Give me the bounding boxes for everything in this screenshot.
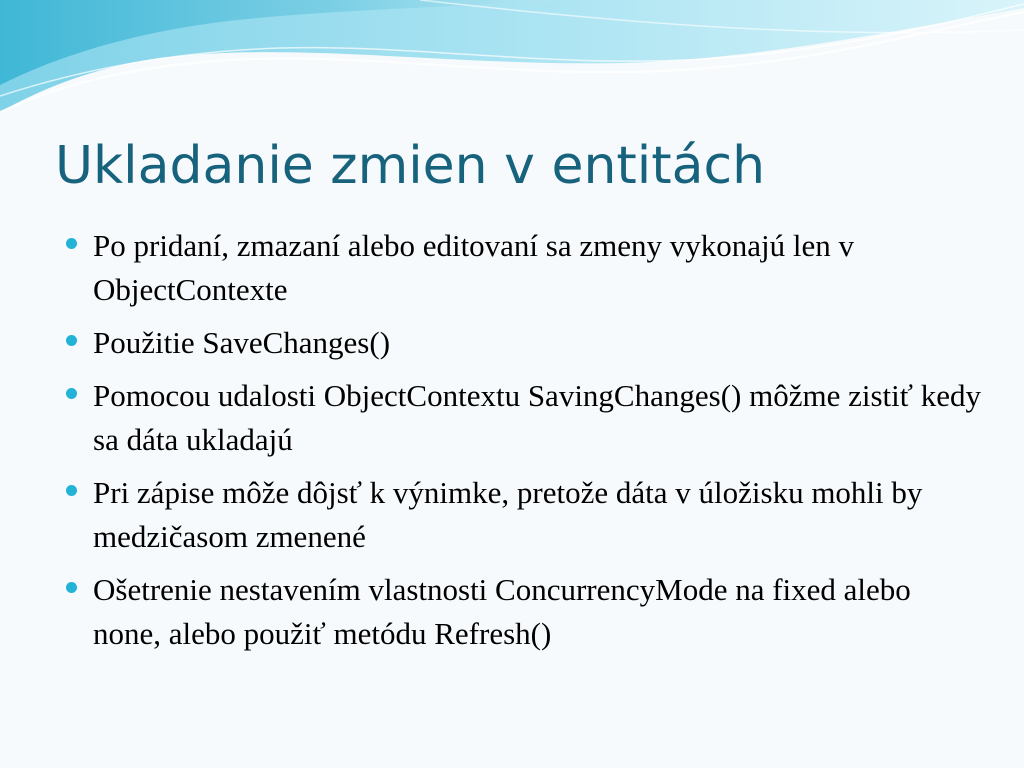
bullet-item xyxy=(62,568,982,656)
bullet-text: Pri zápise môže dôjsť k výnimke, pretože dáta v úložisku mohli by medzičasom zmenené xyxy=(93,475,923,554)
bullet-item xyxy=(62,224,982,312)
bullet-item xyxy=(62,321,982,365)
bullet-text: Po pridaní, zmazaní alebo editovaní sa zmeny vykonajú len v ObjectContexte xyxy=(93,228,854,307)
bullet-list xyxy=(62,224,982,665)
bullet-dot-icon xyxy=(66,485,77,496)
bullet-dot-icon xyxy=(66,238,77,249)
bullet-item xyxy=(62,374,982,462)
header-wave-decoration xyxy=(0,0,1024,130)
bullet-text: Použitie SaveChanges() xyxy=(93,325,391,360)
bullet-item xyxy=(62,471,982,559)
bullet-dot-icon xyxy=(66,335,77,346)
bullet-dot-icon xyxy=(66,388,77,399)
slide-title: Ukladanie zmien v entitách xyxy=(55,136,766,196)
bullet-text: Ošetrenie nestavením vlastnosti ConcurrencyMode na fixed alebo none, alebo použiť metódu Refresh() xyxy=(93,572,911,651)
bullet-dot-icon xyxy=(66,582,77,593)
bullet-text: Pomocou udalosti ObjectContextu SavingChanges() môžme zistiť kedy sa dáta ukladajú xyxy=(93,378,981,457)
